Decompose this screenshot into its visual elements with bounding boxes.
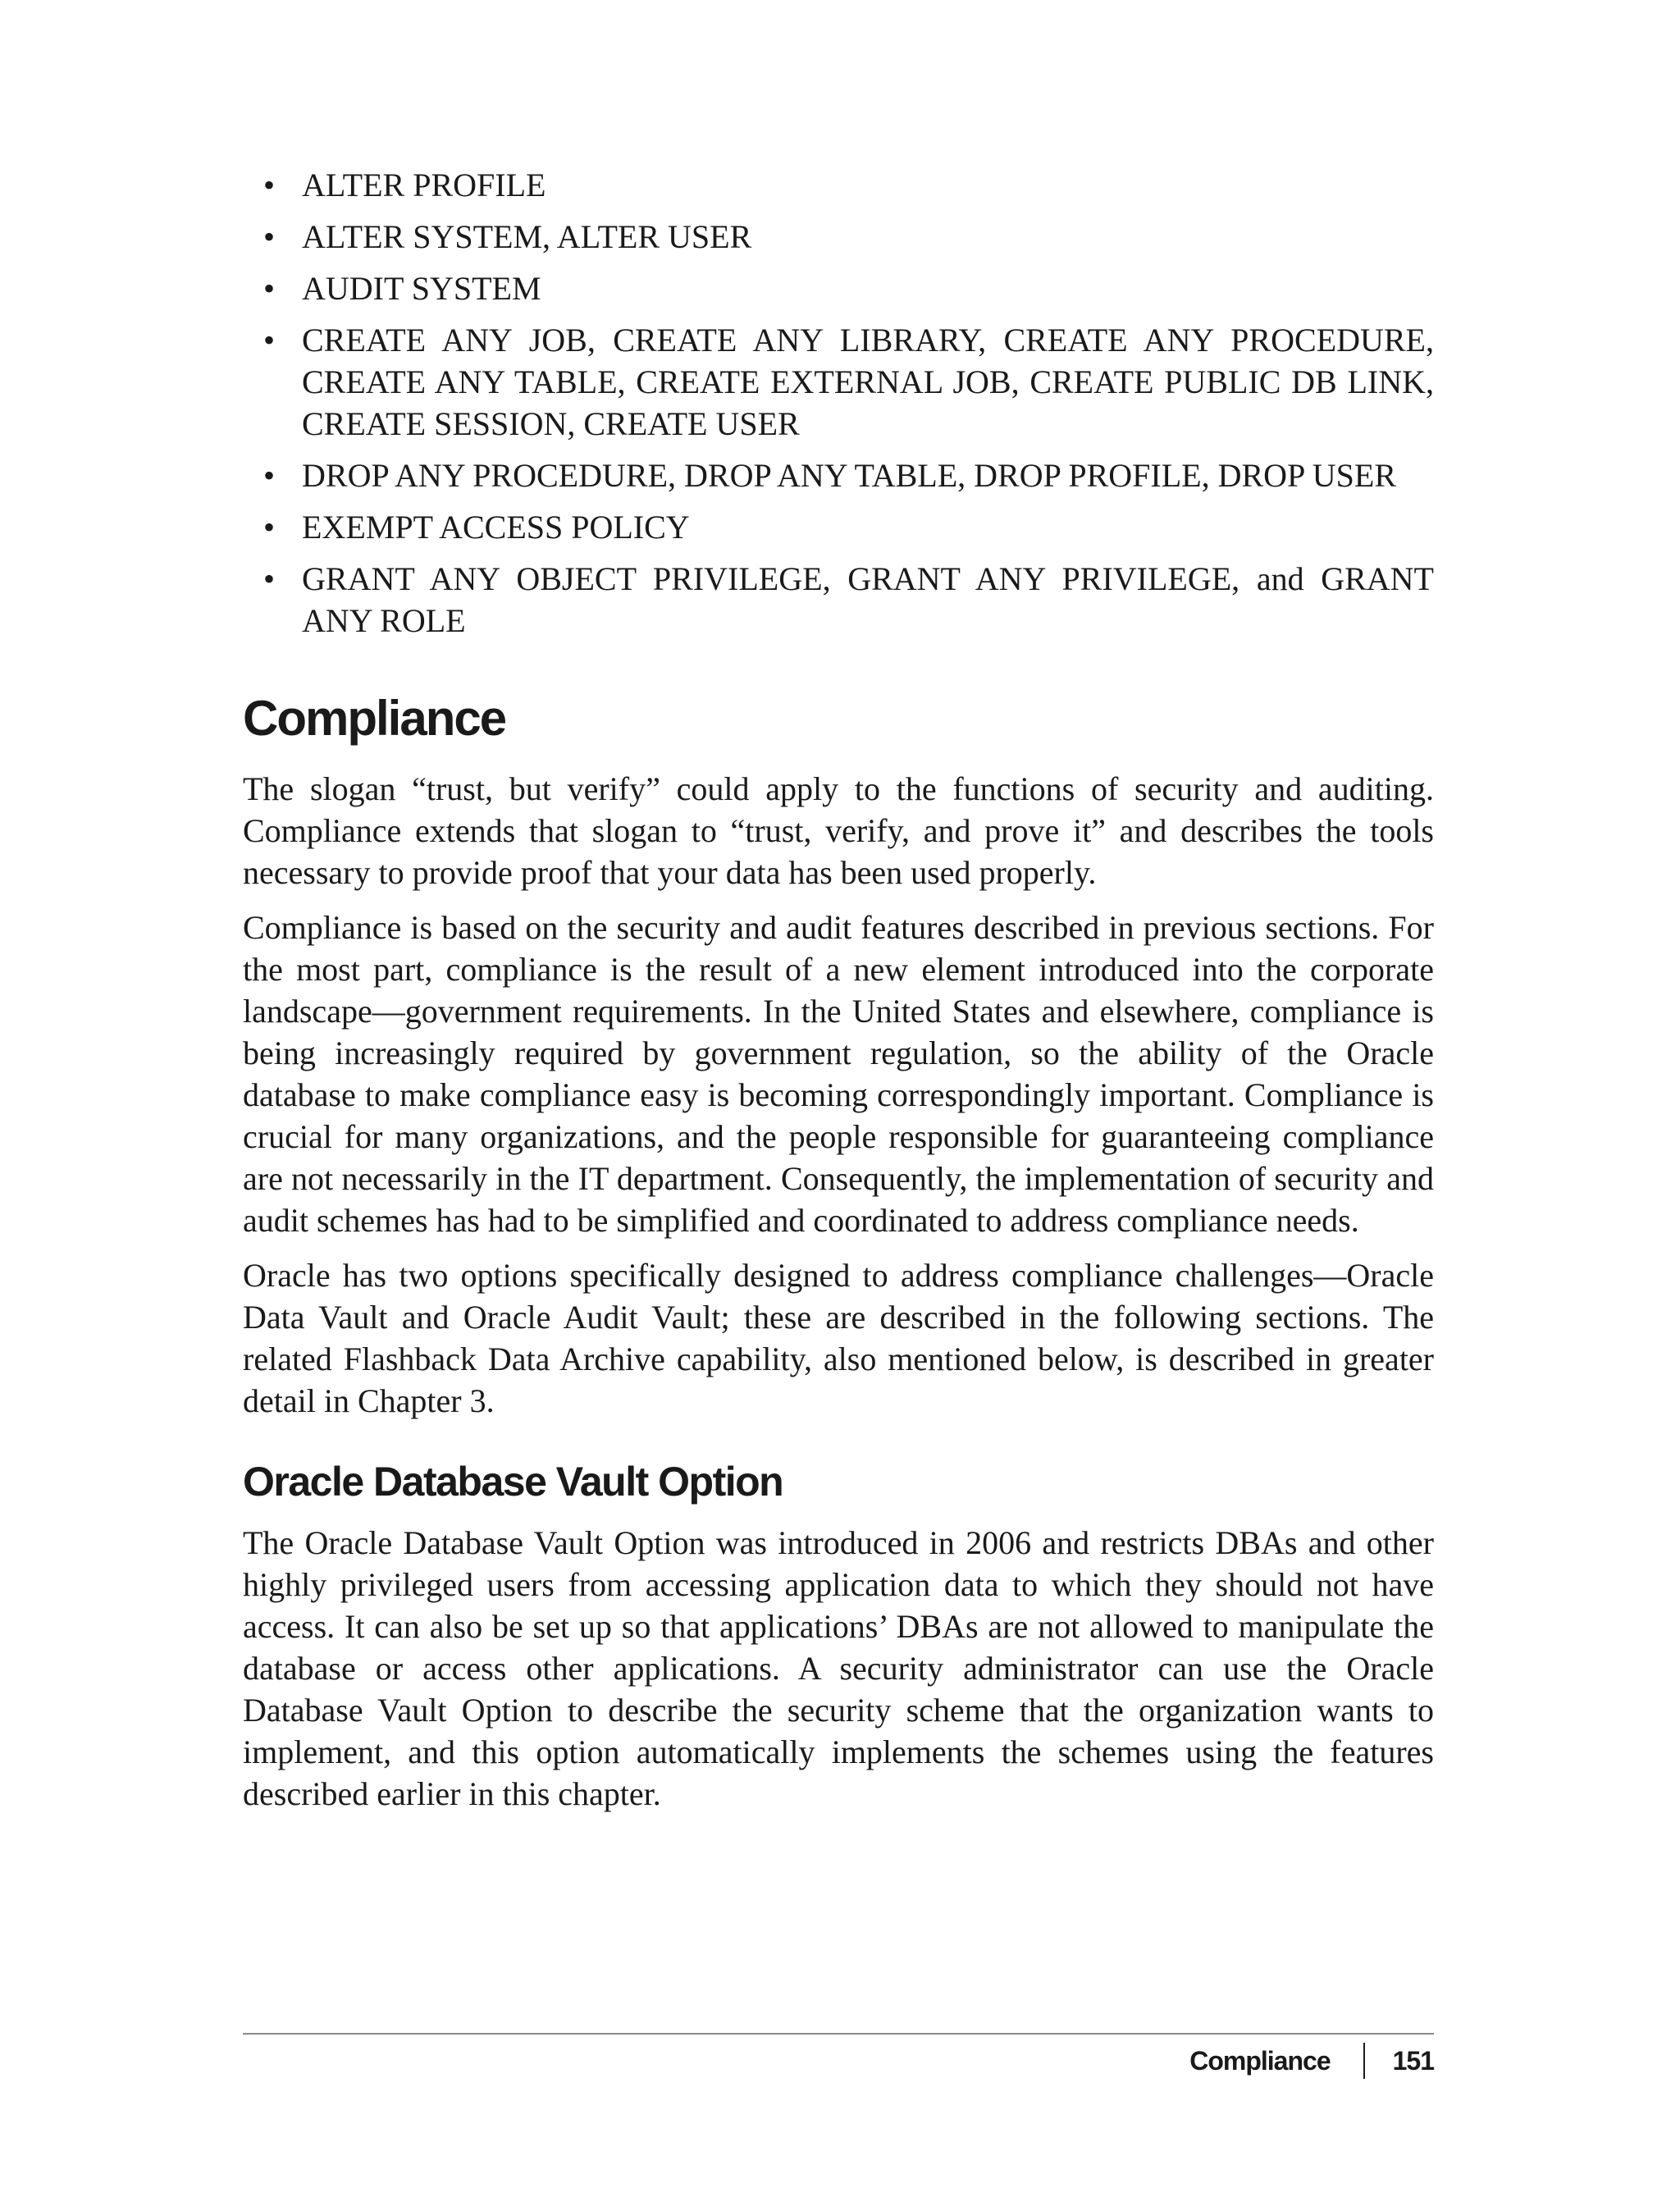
page-number: 151 [1392,2045,1434,2076]
list-item: • GRANT ANY OBJECT PRIVILEGE, GRANT ANY PRIVILEGE, and GRANT ANY ROLE [243,558,1434,642]
privilege-list [243,164,1434,642]
footer-section-title: Compliance [1189,2045,1331,2076]
section-heading-compliance: Compliance [243,691,506,746]
page-content [243,164,1434,1828]
paragraph: Oracle has two options specifically designed to address compliance challenges—Oracle Data Vault and Oracle Audit Vault; these are described in the following sections. The related Flashback Data Archive capability, also mentioned below, is described in greater detail in Chapter 3. [243,1257,1434,1419]
paragraph: Compliance is based on the security and audit features described in previous sections. For the most part, compliance is the result of a new element introduced into the corporate landscape—government requirements. In the United States and elsewhere, compliance is being increasingly required by government regulation, so the ability of the Oracle database to make compliance easy is becoming correspondingly important. Compliance is crucial for many organizations, and the people responsible for guaranteeing compliance are not necessarily in the IT department. Consequently, the implementation of security and audit schemes has had to be simplified and coordinated to address compliance needs. [243,909,1434,1239]
list-item: • AUDIT SYSTEM [243,267,1434,309]
footer-separator [1363,2043,1365,2079]
list-item: • ALTER SYSTEM, ALTER USER [243,216,1434,258]
subsection-heading-database-vault: Oracle Database Vault Option [243,1459,783,1505]
list-item: • DROP ANY PROCEDURE, DROP ANY TABLE, DROP PROFILE, DROP USER [243,454,1434,496]
paragraph: The slogan “trust, but verify” could apply to the functions of security and auditing. Compliance extends that slogan to “trust, verify, and prove it” and describes the tools necessary to provide proof that your data has been used properly. [243,770,1434,891]
footer-divider [243,2033,1434,2035]
paragraph: The Oracle Database Vault Option was introduced in 2006 and restricts DBAs and other highly privileged users from accessing application data to which they should not have access. It can also be set up so that applications’ DBAs are not allowed to manipulate the database or access other applications. A security administrator can use the Oracle Database Vault Option to describe the security scheme that the organization wants to implement, and this option automatically implements the schemes using the features described earlier in this chapter. [243,1524,1434,1812]
list-item: • CREATE ANY JOB, CREATE ANY LIBRARY, CREATE ANY PROCEDURE, CREATE ANY TABLE, CREATE EXTERNAL JOB, CREATE PUBLIC DB LINK, CREATE SESSION, CREATE USER [243,319,1434,445]
list-item: • ALTER PROFILE [243,164,1434,206]
list-item: • EXEMPT ACCESS POLICY [243,506,1434,548]
page-footer [1189,2043,1434,2079]
